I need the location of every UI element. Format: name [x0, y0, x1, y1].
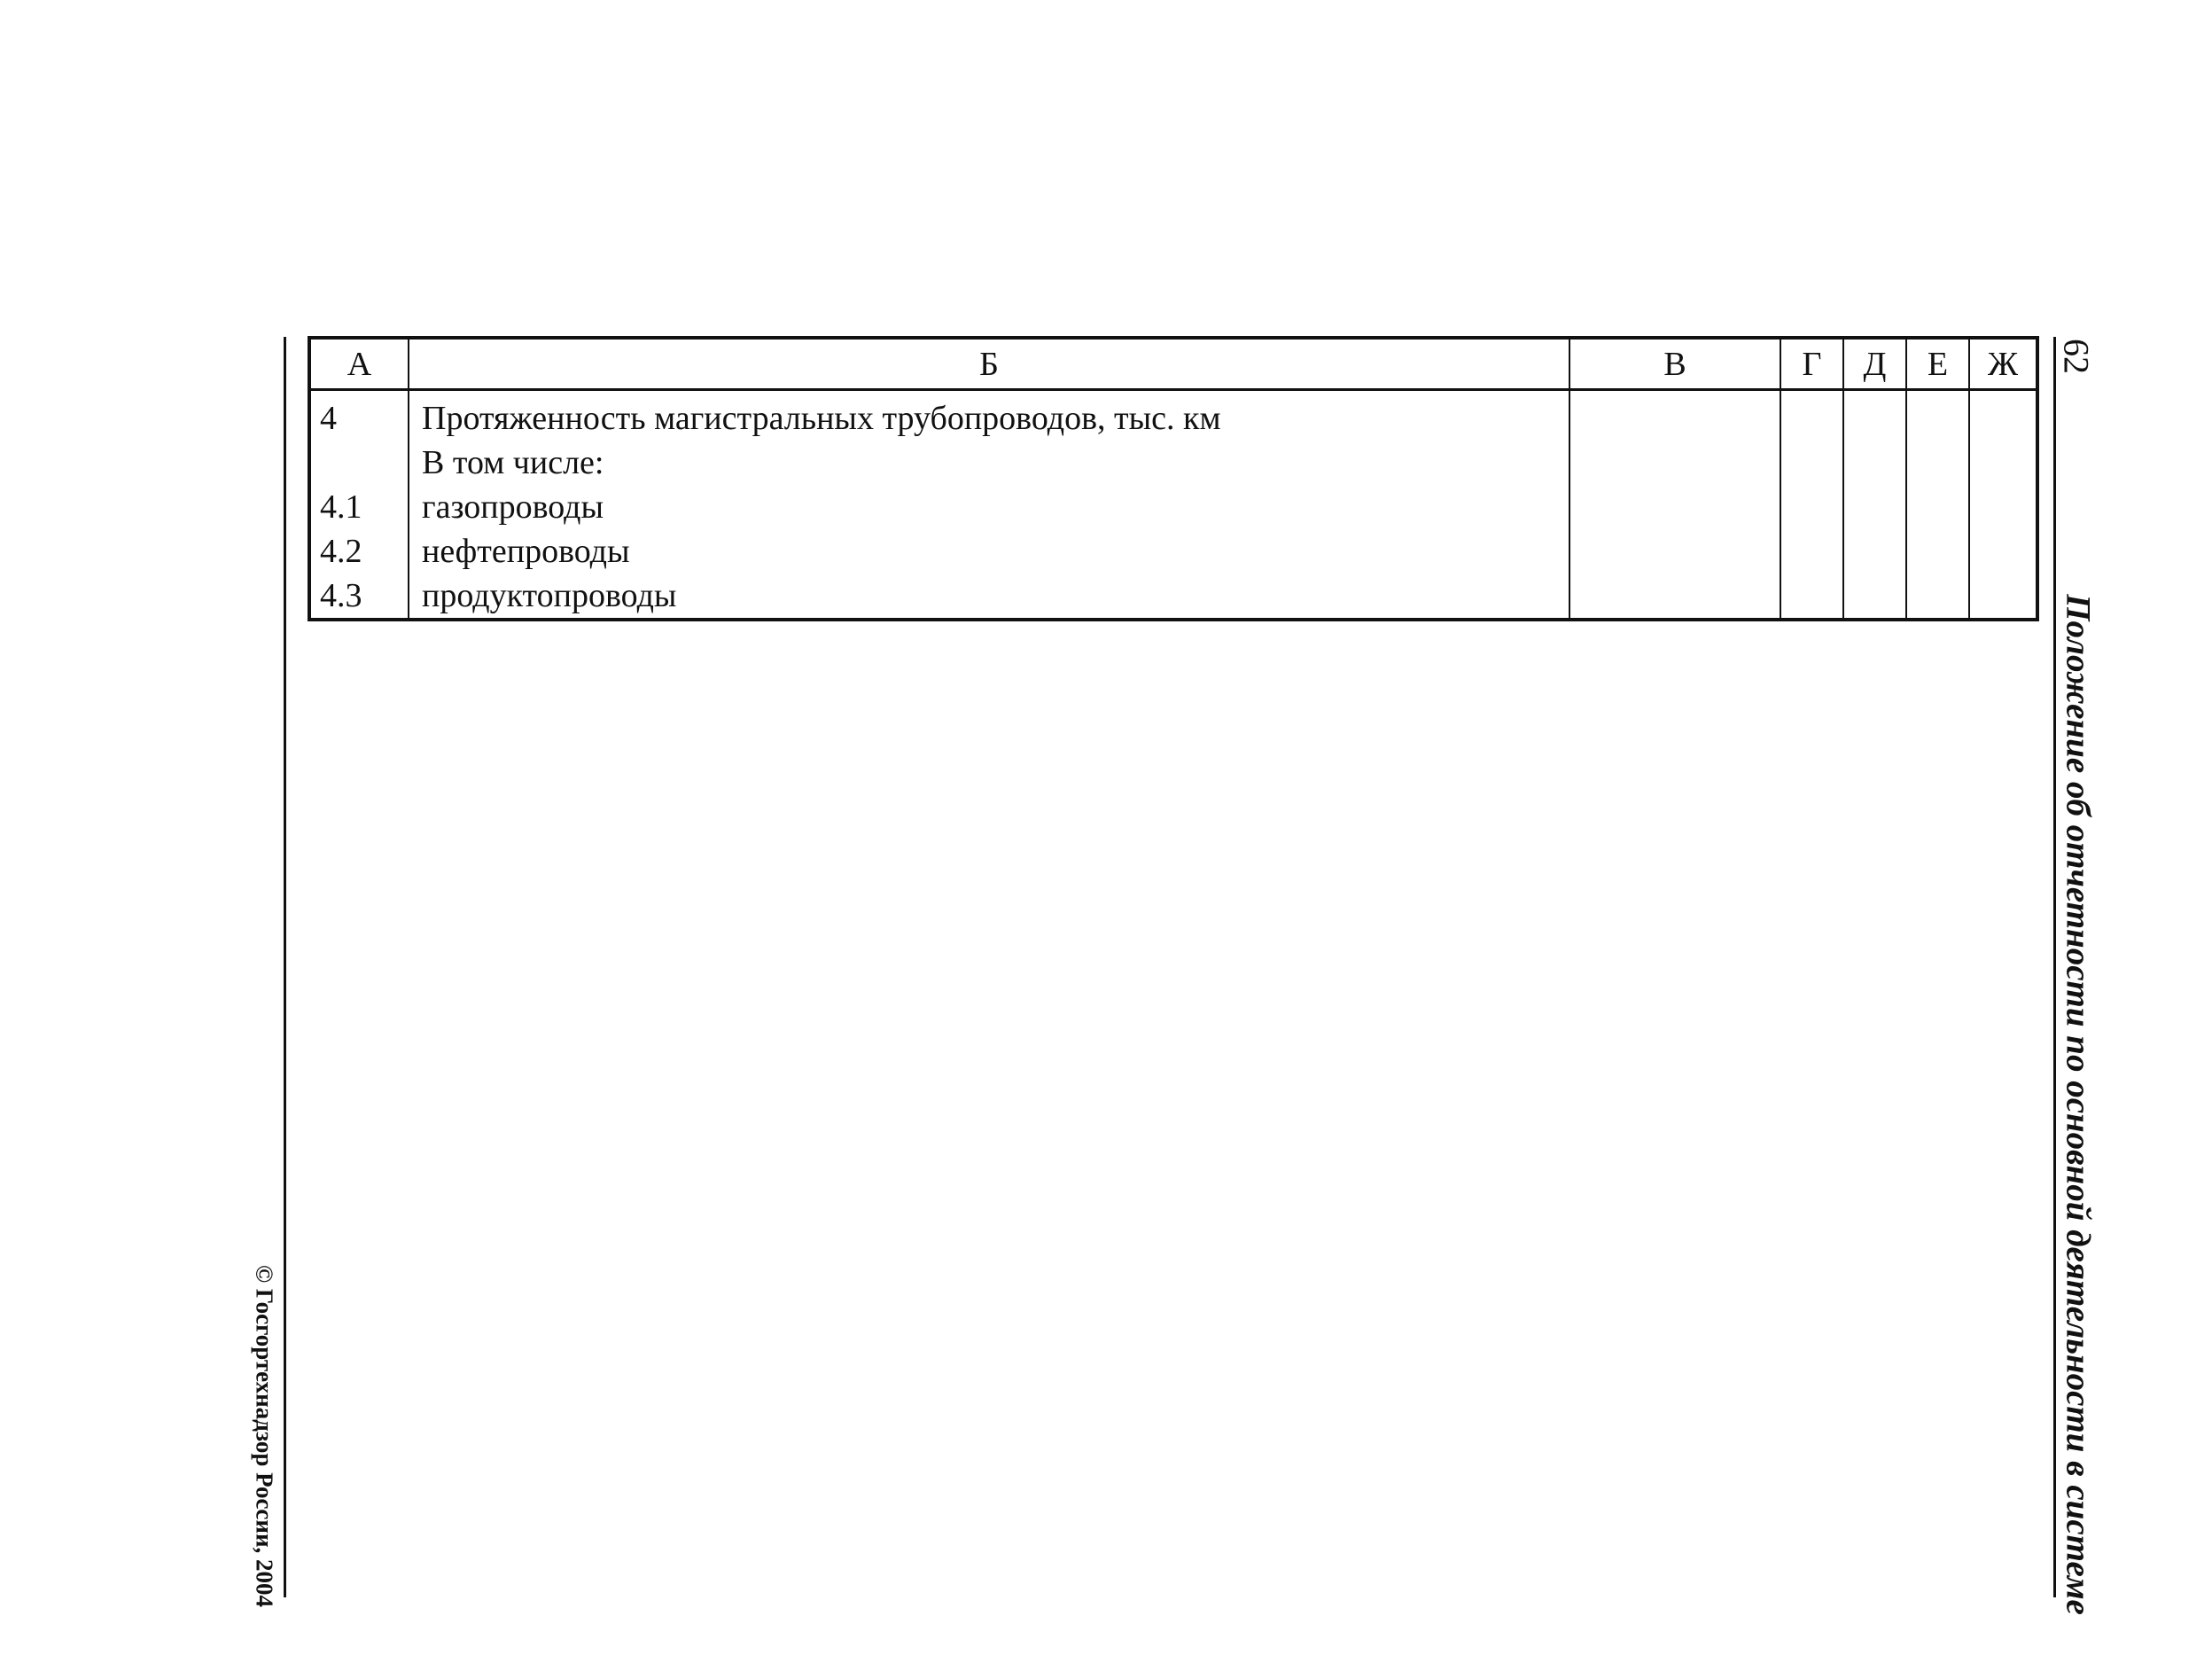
- cell-d: [1843, 441, 1906, 485]
- page-number: 62: [2056, 339, 2097, 374]
- column-header-zh: Ж: [1969, 338, 2037, 390]
- row-number: [309, 441, 409, 485]
- cell-d: [1843, 529, 1906, 574]
- cell-d: [1843, 390, 1906, 441]
- table-row: [309, 390, 2037, 441]
- cell-v: [1569, 529, 1780, 574]
- cell-g: [1780, 441, 1843, 485]
- table-header: [309, 338, 2037, 390]
- row-label: Протяженность магистральных трубопроводов, тыс. км: [409, 390, 1569, 441]
- column-header-v: В: [1569, 338, 1780, 390]
- cell-v: [1569, 390, 1780, 441]
- cell-v: [1569, 485, 1780, 529]
- column-header-a: А: [309, 338, 409, 390]
- row-label: газопроводы: [409, 485, 1569, 529]
- left-margin-rule: [284, 337, 286, 1597]
- row-label: продуктопроводы: [409, 574, 1569, 620]
- column-header-d: Д: [1843, 338, 1906, 390]
- cell-d: [1843, 485, 1906, 529]
- row-label: нефтепроводы: [409, 529, 1569, 574]
- row-number: 4: [309, 390, 409, 441]
- cell-e: [1906, 390, 1969, 441]
- table-row: [309, 529, 2037, 574]
- cell-zh: [1969, 441, 2037, 485]
- cell-g: [1780, 390, 1843, 441]
- table-row: [309, 485, 2037, 529]
- header-row: [309, 338, 2037, 390]
- cell-zh: [1969, 390, 2037, 441]
- cell-v: [1569, 574, 1780, 620]
- cell-zh: [1969, 529, 2037, 574]
- row-number: 4.3: [309, 574, 409, 620]
- cell-e: [1906, 574, 1969, 620]
- cell-zh: [1969, 574, 2037, 620]
- cell-g: [1780, 529, 1843, 574]
- row-number: 4.1: [309, 485, 409, 529]
- cell-e: [1906, 529, 1969, 574]
- row-number: 4.2: [309, 529, 409, 574]
- row-label: В том числе:: [409, 441, 1569, 485]
- cell-d: [1843, 574, 1906, 620]
- table-body: [309, 390, 2037, 621]
- table-row: [309, 574, 2037, 620]
- cell-zh: [1969, 485, 2037, 529]
- cell-g: [1780, 485, 1843, 529]
- copyright-notice: © Госгортехнадзор России, 2004: [251, 1264, 278, 1608]
- column-header-b: Б: [409, 338, 1569, 390]
- column-header-g: Г: [1780, 338, 1843, 390]
- right-margin-rule: [2053, 337, 2056, 1597]
- cell-g: [1780, 574, 1843, 620]
- table-row: [309, 441, 2037, 485]
- cell-e: [1906, 441, 1969, 485]
- cell-e: [1906, 485, 1969, 529]
- running-title: Положение об отчетности по основной деятельности в системе: [2059, 594, 2098, 1615]
- column-header-e: Е: [1906, 338, 1969, 390]
- cell-v: [1569, 441, 1780, 485]
- report-table: [308, 336, 2039, 621]
